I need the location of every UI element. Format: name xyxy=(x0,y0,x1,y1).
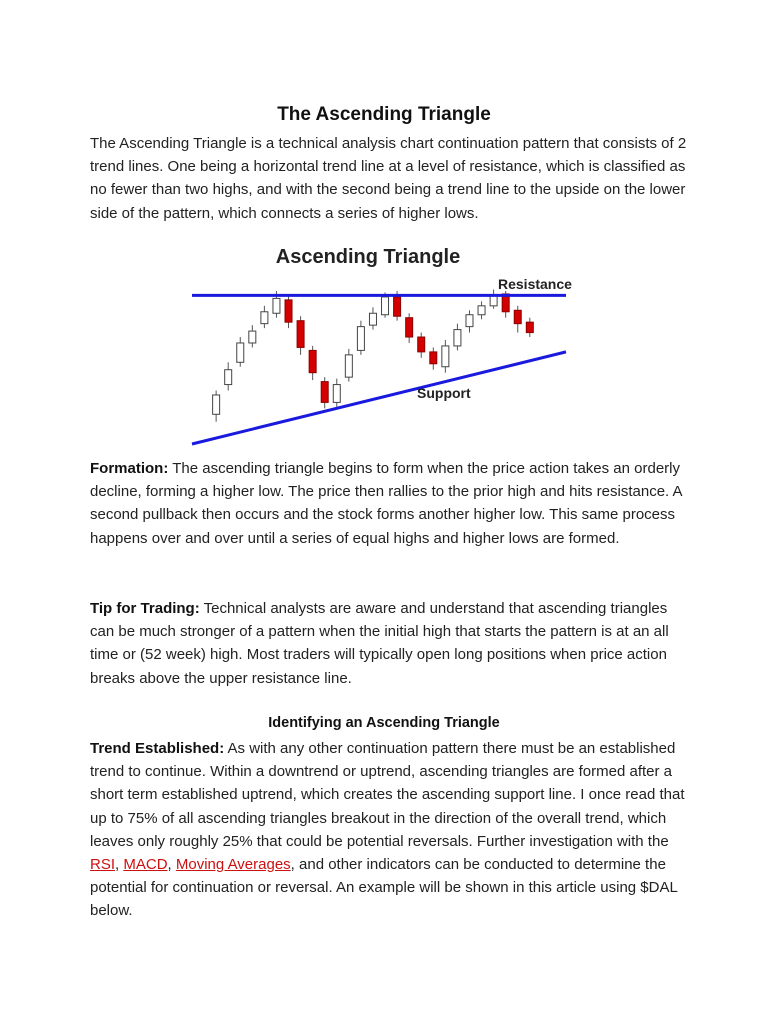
candle-down xyxy=(394,297,401,316)
candle-up xyxy=(345,355,352,377)
candle-down xyxy=(526,322,533,332)
tip-label: Tip for Trading: xyxy=(90,600,200,617)
candle-down xyxy=(297,321,304,348)
candle-up xyxy=(249,331,256,343)
trend-label: Trend Established: xyxy=(90,740,225,757)
formation-label: Formation: xyxy=(90,460,169,477)
candle-up xyxy=(273,298,280,313)
tip-text: Technical analysts are aware and understand that ascending triangles can be much stronger of a pattern when the initial high that starts the pattern is at an all time or (52 week) high. Most traders will typically open long positions when price action breaks above the upper resistance line. xyxy=(90,600,669,687)
candle-down xyxy=(430,352,437,364)
candle-down xyxy=(406,318,413,337)
candle-down xyxy=(418,337,425,352)
candle-up xyxy=(333,385,340,403)
support-line xyxy=(192,352,566,444)
candle-up xyxy=(478,306,485,315)
intro-text: The Ascending Triangle is a technical analysis chart continuation pattern that consists of 2 trend lines. One being a horizontal trend line at a level of resistance, which is classified as no fewer than two highs, and with the second being a trend line to the upside on the lower side of the pattern, which connects a series of higher lows. xyxy=(90,135,687,222)
candle-group xyxy=(213,289,534,421)
candle-up xyxy=(369,313,376,325)
support-label: Support xyxy=(417,385,471,401)
formation-paragraph xyxy=(90,457,690,550)
candle-up xyxy=(261,312,268,324)
candle-up xyxy=(237,343,244,362)
trend-text-after: , and other indicators can be conducted to determine the potential for continuation or reversal. An example will be shown in this article using $DAL below. xyxy=(90,856,678,920)
resistance-label: Resistance xyxy=(498,276,572,292)
candle-down xyxy=(514,310,521,323)
chart-title: Ascending Triangle xyxy=(275,246,461,268)
candle-down xyxy=(321,382,328,403)
candle-up xyxy=(490,295,497,305)
candle-down xyxy=(309,350,316,372)
macd-link[interactable]: MACD xyxy=(123,856,168,874)
candle-up xyxy=(382,297,389,315)
link-separator: , xyxy=(115,856,124,874)
formation-text: The ascending triangle begins to form when the price action takes an orderly decline, forming a higher low. The price then rallies to the prior high and hits resistance. A second pullback then occurs and the stock forms another higher low. This same process happens over and over until a series of equal highs and higher lows are formed. xyxy=(90,460,682,547)
candle-up xyxy=(454,330,461,346)
candle-up xyxy=(442,346,449,367)
intro-paragraph xyxy=(90,132,690,225)
tip-paragraph xyxy=(90,597,690,690)
candle-down xyxy=(285,300,292,322)
candle-up xyxy=(357,327,364,351)
candle-up xyxy=(213,395,220,414)
trend-paragraph xyxy=(90,737,690,923)
page-title: The Ascending Triangle xyxy=(277,104,491,125)
trend-text-before: As with any other continuation pattern there must be an established trend to continue. Within a downtrend or uptrend, ascending triangles are formed after a short term established uptrend, which creates the ascending support line. I once read that up to 75% of all ascending triangles breakout in the direction of the overall trend, which leaves only roughly 25% that could be potential reversals. Further investigation with the xyxy=(90,740,685,850)
rsi-link[interactable]: RSI xyxy=(90,856,116,874)
section-subheading: Identifying an Ascending Triangle xyxy=(268,715,500,731)
candle-up xyxy=(466,315,473,327)
candle-up xyxy=(225,370,232,385)
ascending-triangle-chart xyxy=(186,236,586,452)
link-separator: , xyxy=(167,856,176,874)
moving-averages-link[interactable]: Moving Averages xyxy=(175,856,291,874)
